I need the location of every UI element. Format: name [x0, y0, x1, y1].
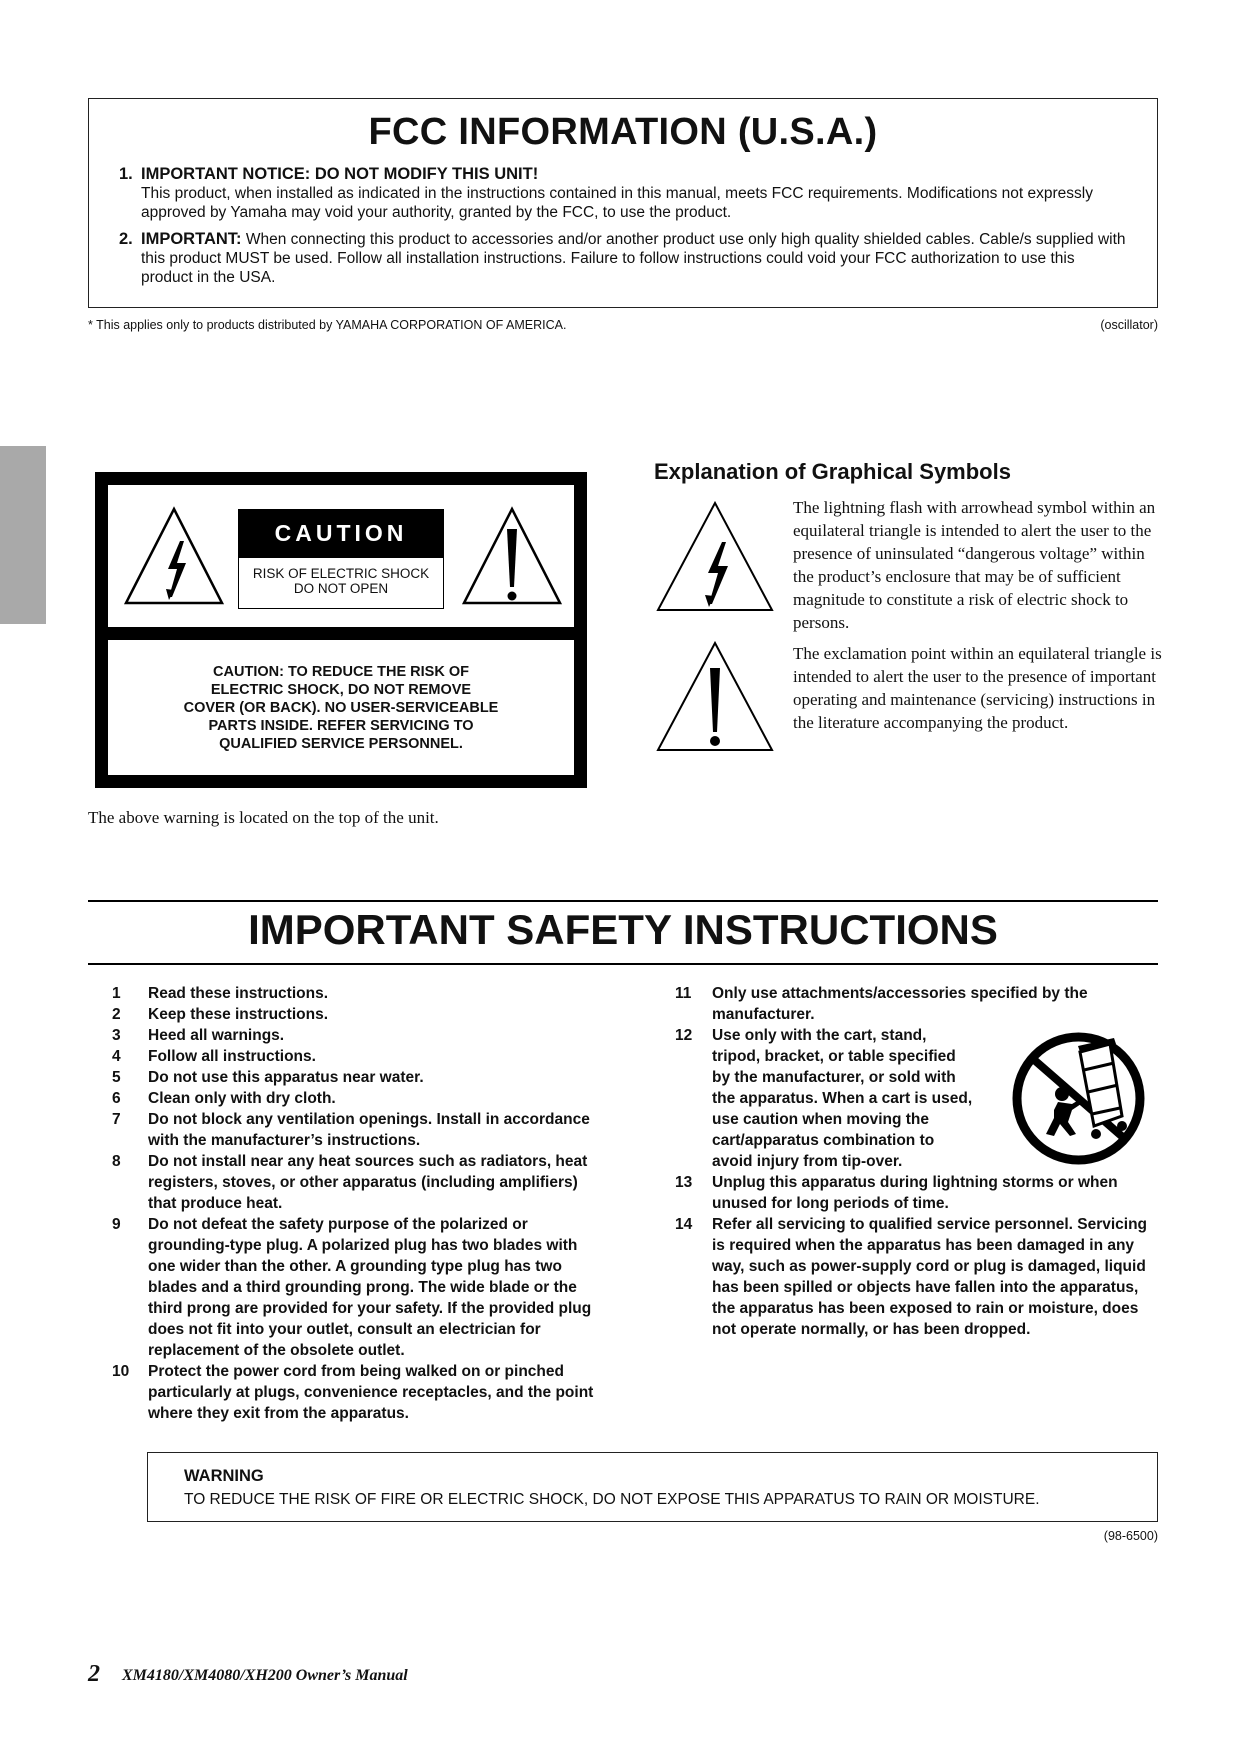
list-item-number: 10 — [112, 1363, 130, 1380]
exclamation-triangle-icon — [654, 640, 776, 754]
caution-line: ELECTRIC SHOCK, DO NOT REMOVE — [210, 682, 472, 698]
list-item — [675, 983, 1160, 1025]
warning-title: WARNING — [184, 1467, 264, 1485]
list-item — [112, 1046, 602, 1067]
cart-tip-over-warning-icon — [1010, 1030, 1147, 1167]
caution-instructions — [108, 663, 574, 753]
list-item-text: Follow all instructions. — [148, 1048, 316, 1065]
fcc-title: FCC INFORMATION (U.S.A.) — [368, 111, 878, 153]
fcc-footnote: * This applies only to products distributed by YAMAHA CORPORATION OF AMERICA. — [88, 318, 567, 332]
symbols-explanation-title: Explanation of Graphical Symbols — [654, 459, 1011, 484]
fcc-information-box — [88, 98, 1158, 308]
list-item-text: Heed all warnings. — [148, 1027, 285, 1044]
page-number: 2 — [88, 1661, 100, 1687]
list-item-text: Do not use this apparatus near water. — [148, 1069, 424, 1086]
list-item — [112, 1025, 602, 1046]
exclamation-triangle-icon — [460, 505, 564, 607]
warning-text: TO REDUCE THE RISK OF FIRE OR ELECTRIC SHOCK, DO NOT EXPOSE THIS APPARATUS TO RAIN OR MOISTURE. — [184, 1491, 1040, 1508]
caution-line: PARTS INSIDE. REFER SERVICING TO — [208, 718, 474, 734]
list-item — [112, 1361, 602, 1424]
list-item-number: 5 — [112, 1069, 121, 1086]
fcc-item-number: 1. — [119, 165, 133, 183]
caution-subtext-box — [238, 557, 444, 609]
fcc-item-1 — [119, 165, 1129, 222]
list-item-number: 6 — [112, 1090, 121, 1107]
fcc-item-heading: IMPORTANT: — [141, 230, 242, 248]
caution-line: CAUTION: TO REDUCE THE RISK OF — [213, 664, 469, 680]
exclamation-symbol-explanation: The exclamation point within an equilateral triangle is intended to alert the user to the presence of important operating and maintenance (servicing) instructions in the literature accompanying the product. — [793, 644, 1162, 732]
safety-list-left — [112, 983, 602, 1424]
list-item-number: 14 — [675, 1216, 693, 1233]
list-item — [675, 1172, 1160, 1214]
list-item — [112, 983, 602, 1004]
fcc-item-text: When connecting this product to accessories and/or another product use only high quality shielded cables. Cable/s supplied with this product MUST be used. Follow all installation instructions. Failure to follow instructions could void your FCC authorization to use this product in the USA. — [141, 231, 1126, 286]
list-item-text: Refer all servicing to qualified service personnel. Servicing is required when the apparatus has been damaged in any way, such as power-supply cord or plug is damaged, liquid has been spilled or objects have fallen into the apparatus, the apparatus has been exposed to rain or moisture, does not operate normally, or has been dropped. — [712, 1216, 1148, 1338]
list-item-text: Unplug this apparatus during lightning storms or when unused for long periods of time. — [712, 1174, 1118, 1212]
list-item — [112, 1004, 602, 1025]
caution-line: COVER (OR BACK). NO USER-SERVICEABLE — [183, 700, 499, 716]
list-item-number: 11 — [675, 985, 692, 1002]
list-item-number: 12 — [675, 1027, 693, 1044]
list-item-number: 3 — [112, 1027, 121, 1044]
list-item — [112, 1088, 602, 1109]
list-item-text: Do not block any ventilation openings. Install in accordance with the manufacturer’s instructions. — [148, 1111, 590, 1149]
list-item — [112, 1067, 602, 1088]
section-rule-top — [88, 900, 1158, 902]
warning-location-note: The above warning is located on the top of the unit. — [88, 808, 439, 827]
fcc-item-number: 2. — [119, 230, 133, 248]
lightning-triangle-icon — [122, 505, 226, 607]
list-item-number: 7 — [112, 1111, 121, 1128]
list-item-text: Only use attachments/accessories specified by the manufacturer. — [712, 985, 1088, 1023]
list-item-text: Use only with the cart, stand, tripod, bracket, or table specified by the manufacturer, or sold with the apparatus. When a cart is used, use caution when moving the cart/apparatus combination to avoid injury from tip-over. — [712, 1027, 973, 1170]
list-item-text: Read these instructions. — [148, 985, 329, 1002]
safety-instructions-title: IMPORTANT SAFETY INSTRUCTIONS — [248, 906, 998, 953]
lightning-symbol-explanation: The lightning flash with arrowhead symbol within an equilateral triangle is intended to alert the user to the presence of uninsulated “dangerous voltage” within the product’s enclosure that may be of sufficient magnitude to constitute a risk of electric shock to persons. — [793, 498, 1156, 632]
fcc-item-text: This product, when installed as indicated in the instructions contained in this manual, meets FCC requirements. Modifications not expressly approved by Yamaha may void your authority, granted by the FCC, to use the product. — [141, 185, 1093, 221]
list-item — [112, 1109, 602, 1151]
list-item — [675, 1214, 1160, 1340]
section-rule-bottom — [88, 963, 1158, 965]
fcc-item-2 — [119, 230, 1129, 287]
caution-word: CAUTION — [238, 509, 444, 557]
lightning-triangle-icon — [654, 500, 776, 614]
side-tab-marker — [0, 446, 46, 624]
warning-code: (98-6500) — [1103, 1529, 1158, 1543]
warning-box — [147, 1452, 1158, 1522]
caution-line: QUALIFIED SERVICE PERSONNEL. — [219, 736, 463, 752]
list-item — [112, 1151, 602, 1214]
list-item-text: Clean only with dry cloth. — [148, 1090, 336, 1107]
list-item-text: Do not defeat the safety purpose of the polarized or grounding-type plug. A polarized plug has two blades with one wider than the other. A grounding type plug has two blades and a third grounding prong. The wide blade or the third prong are provided for your safety. If the provided plug does not fit into your outlet, consult an electrician for replacement of the obsolete outlet. — [148, 1216, 592, 1359]
fcc-item-heading: IMPORTANT NOTICE: DO NOT MODIFY THIS UNIT! — [141, 165, 539, 183]
caution-subtext-line-1: RISK OF ELECTRIC SHOCK — [252, 566, 430, 581]
list-item-number: 13 — [675, 1174, 693, 1191]
fcc-code: (oscillator) — [1100, 318, 1158, 332]
list-item-text: Protect the power cord from being walked on or pinched particularly at plugs, convenience receptacles, and the point where they exit from the apparatus. — [148, 1363, 594, 1422]
list-item — [112, 1214, 602, 1361]
list-item-number: 2 — [112, 1006, 121, 1023]
list-item-number: 8 — [112, 1153, 121, 1170]
list-item-number: 9 — [112, 1216, 121, 1233]
list-item-number: 4 — [112, 1048, 121, 1065]
caution-subtext-line-2: DO NOT OPEN — [293, 581, 389, 596]
list-item-text: Keep these instructions. — [148, 1006, 329, 1023]
list-item-text: Do not install near any heat sources such as radiators, heat registers, stoves, or other apparatus (including amplifiers) that produce heat. — [148, 1153, 588, 1212]
list-item-number: 1 — [112, 985, 121, 1002]
manual-title: XM4180/XM4080/XH200 Owner’s Manual — [122, 1667, 408, 1684]
